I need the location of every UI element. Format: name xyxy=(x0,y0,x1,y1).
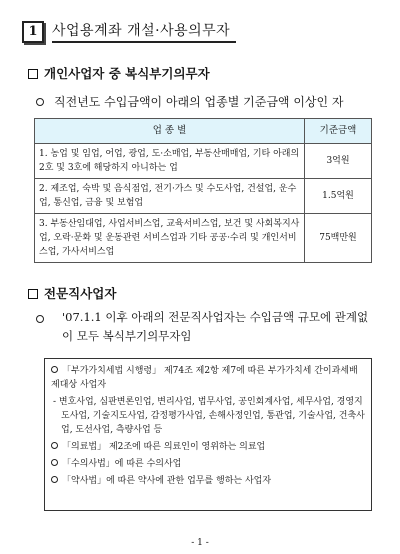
list-item: - 변호사업, 심판변론인업, 변리사업, 법무사업, 공인회계사업, 세무사업, 경영지도사업, 기술지도사업, 감정평가사업, 손해사정인업, 통관업, 기술사업, 건축사업, 도선사업, 측량사업 등 xyxy=(53,397,365,435)
sector-cell: 1. 농업 및 임업, 어업, 광업, 도·소매업, 부동산매매업, 기타 아래의 2호 및 3호에 해당하지 아니하는 업 xyxy=(35,144,305,179)
list-item xyxy=(51,364,365,392)
circle-bullet-icon xyxy=(36,315,44,323)
page-number: - 1 - xyxy=(191,538,209,548)
amount-cell: 1.5억원 xyxy=(305,179,372,214)
sector-cell: 3. 부동산임대업, 사업서비스업, 교육서비스업, 보건 및 사회복지사업, 오락·문화 및 운동관련 서비스업과 기타 공공·수리 및 개인서비스업, 가사서비스업 xyxy=(35,214,305,263)
amount-cell: 75백만원 xyxy=(305,214,372,263)
circle-bullet-icon xyxy=(51,366,58,373)
circle-bullet-icon xyxy=(51,442,58,449)
sector-cell: 2. 제조업, 숙박 및 음식점업, 전기·가스 및 수도사업, 건설업, 운수업, 통신업, 금융 및 보험업 xyxy=(35,179,305,214)
individual-criterion xyxy=(36,93,344,110)
list-item xyxy=(51,474,365,488)
list-item xyxy=(51,440,365,454)
professional-criterion: '07.1.1 이후 아래의 전문직사업자는 수입금액 규모에 관계없이 모두 복식부기의무자임 xyxy=(62,310,369,343)
individual-heading-text: 개인사업자 중 복식부기의무자 xyxy=(44,66,210,81)
sector-threshold-table xyxy=(34,118,372,263)
professional-heading xyxy=(28,284,116,302)
list-item-text: 「약사법」에 따른 약사에 관한 업무를 행하는 사업자 xyxy=(62,476,272,486)
professional-heading-text: 전문직사업자 xyxy=(44,286,117,301)
table-header-row xyxy=(35,119,372,144)
section-title-text: 사업용계좌 개설·사용의무자 xyxy=(52,20,236,43)
circle-bullet-icon xyxy=(36,98,44,106)
individual-heading xyxy=(28,64,210,82)
amount-cell: 3억원 xyxy=(305,144,372,179)
list-item-text: 「부가가치세법 시행령」 제74조 제2항 제7에 따른 부가가치세 간이과세배제대상 사업자 xyxy=(51,366,358,390)
table-row xyxy=(35,144,372,179)
table-row xyxy=(35,214,372,263)
individual-criterion-text: 직전년도 수입금액이 아래의 업종별 기준금액 이상인 자 xyxy=(54,95,344,109)
checkbox-square-icon xyxy=(28,69,38,79)
professional-bullet xyxy=(36,312,54,326)
list-item-text: 「수의사법」에 따른 수의사업 xyxy=(62,459,182,469)
section-title xyxy=(22,20,236,43)
table-row xyxy=(35,179,372,214)
circle-bullet-icon xyxy=(51,476,58,483)
list-item xyxy=(51,457,365,471)
header-sector: 업 종 별 xyxy=(35,119,305,144)
section-number: 1 xyxy=(22,21,44,43)
circle-bullet-icon xyxy=(51,459,58,466)
checkbox-square-icon xyxy=(28,289,38,299)
professional-list-box xyxy=(44,358,372,511)
list-item-text: 「의료법」 제2조에 따른 의료인이 영위하는 의료업 xyxy=(62,442,266,452)
header-amount: 기준금액 xyxy=(305,119,372,144)
